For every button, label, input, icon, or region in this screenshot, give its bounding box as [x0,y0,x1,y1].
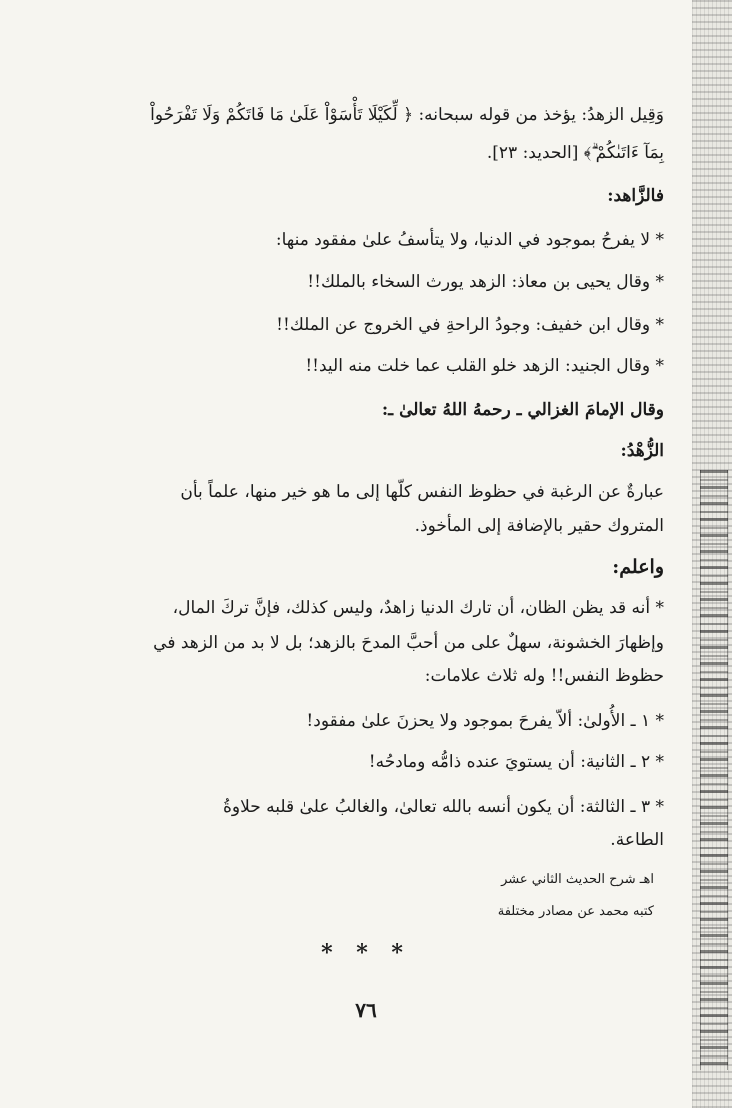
page-number: ٧٦ [355,998,377,1022]
heading-zuhd: الزُّهْدُ: [620,441,664,461]
bullet-1: * لا يفرحُ بموجود في الدنيا، ولا يتأسفُ علىٰ مفقود منها: [275,230,664,250]
text-line-2: بِمَآ ءَاتَىٰكُمْ ۗ﴾ [الحديد: ٢٣]. [486,143,664,163]
bullet-3: * وقال ابن خفيف: وجودُ الراحةِ في الخروج عن الملك!! [276,315,664,335]
sign-3-cont: الطاعة. [610,830,664,850]
source-note: اهـ شرح الحديث الثاني عشر [501,872,654,887]
section-divider-stars: * * * [321,940,411,966]
decorative-border-motif [700,470,728,1070]
paragraph-line-2: المتروك حقير بالإضافة إلى المأخوذ. [414,516,664,536]
heading-ghazali: وقال الإمامَ الغزالي ـ رحمهُ اللهُ تعالىٰ ـ: [381,400,664,420]
paragraph2-line-1: * أنه قد يظن الظان، أن تارك الدنيا زاهدٌ، وليس كذلك، فإنَّ تركَ المال، [172,598,664,618]
sign-1: * ١ ـ الأُولىٰ: ألاّ يفرحَ بموجود ولا يحزنَ علىٰ مفقود! [306,711,664,731]
paragraph-line-1: عبارةٌ عن الرغبة في حظوظ النفس كلّها إلى ما هو خير منها، علماً بأن [180,482,664,502]
heading-zahid: فالزَّاهد: [607,186,664,206]
bullet-4: * وقال الجنيد: الزهد خلو القلب عما خلت منه اليد!! [305,356,664,376]
paragraph2-line-3: حظوظ النفس!! وله ثلاث علامات: [424,666,664,686]
text-line-1: وَقِيل الزهدُ: يؤخذ من قوله سبحانه: ﴿ لِّكَيْلَا تَأْسَوْاْ عَلَىٰ مَا فَاتَكُمْ وَلَا تَفْرَحُواْ [150,105,664,125]
heading-waalam: واعلم: [612,556,664,578]
bullet-2: * وقال يحيى بن معاذ: الزهد يورث السخاء بالملك!! [307,272,664,292]
sign-3: * ٣ ـ الثالثة: أن يكون أنسه بالله تعالىٰ، والغالبُ علىٰ قلبه حلاوةُ [222,797,664,817]
sign-2: * ٢ ـ الثانية: أن يستويَ عنده ذامُّه ومادحُه! [368,752,664,772]
author-note: كتبه محمد عن مصادر مختلفة [497,904,654,919]
paragraph2-line-2: وإظهارَ الخشونة، سهلٌ على من أحبَّ المدحَ بالزهد؛ بل لا بد من الزهد في [153,633,664,653]
